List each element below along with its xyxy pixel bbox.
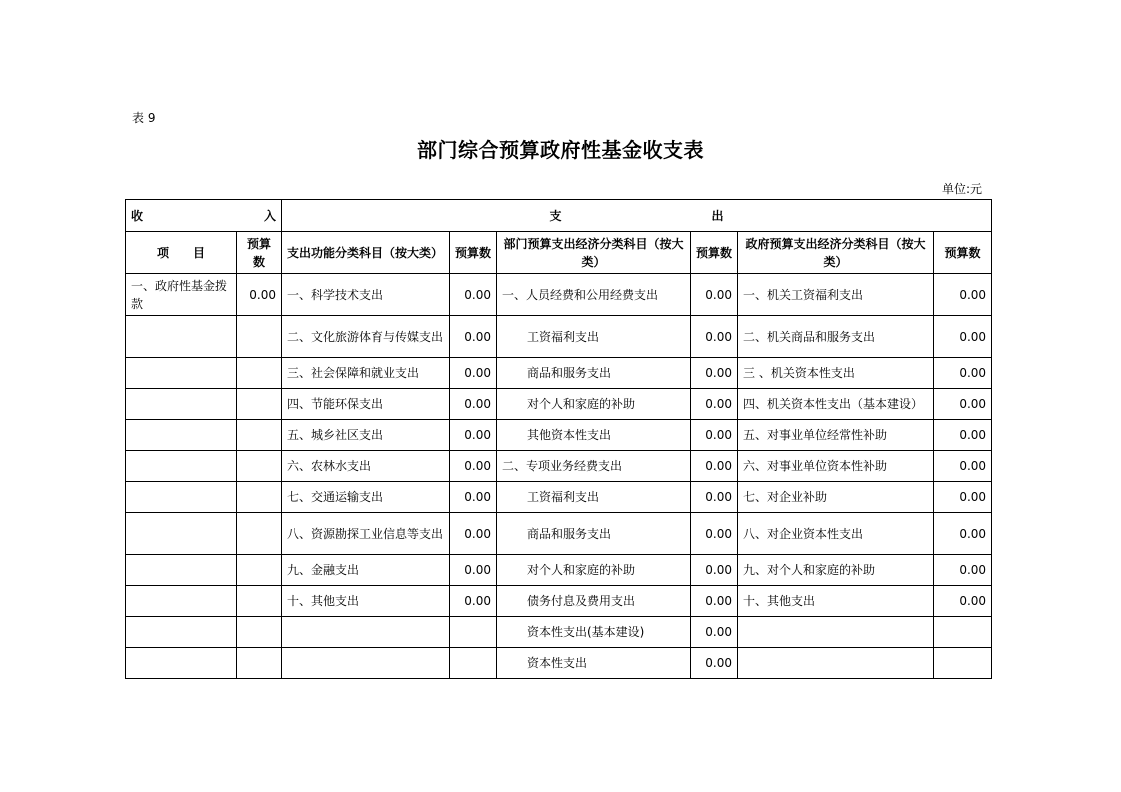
- dept-amount-cell: 0.00: [691, 274, 738, 316]
- func-class-cell: 六、农林水支出: [282, 451, 450, 482]
- func-amount-cell: [450, 617, 497, 648]
- gov-amount-cell: [934, 648, 992, 679]
- table-row: [126, 451, 992, 482]
- header-budget-gov: 预算数: [934, 232, 992, 274]
- gov-amount-cell: 0.00: [934, 316, 992, 358]
- dept-econ-cell: 工资福利支出: [497, 316, 691, 358]
- income-item-cell: [126, 420, 237, 451]
- dept-econ-cell: 资本性支出: [497, 648, 691, 679]
- func-amount-cell: 0.00: [450, 316, 497, 358]
- table-row: [126, 420, 992, 451]
- dept-econ-cell: 对个人和家庭的补助: [497, 389, 691, 420]
- gov-econ-cell: 九、对个人和家庭的补助: [738, 555, 934, 586]
- gov-econ-cell: 二、机关商品和服务支出: [738, 316, 934, 358]
- func-amount-cell: 0.00: [450, 586, 497, 617]
- income-item-cell: [126, 513, 237, 555]
- income-item-cell: [126, 358, 237, 389]
- dept-econ-cell: 二、专项业务经费支出: [497, 451, 691, 482]
- income-item-cell: [126, 586, 237, 617]
- dept-econ-cell: 资本性支出(基本建设): [497, 617, 691, 648]
- func-class-cell: 四、节能环保支出: [282, 389, 450, 420]
- gov-amount-cell: 0.00: [934, 513, 992, 555]
- unit-label: 单位:元: [941, 182, 982, 196]
- gov-amount-cell: 0.00: [934, 482, 992, 513]
- func-class-cell: 九、金融支出: [282, 555, 450, 586]
- income-item-cell: [126, 451, 237, 482]
- income-amount-cell: [237, 617, 282, 648]
- func-class-cell: 三、社会保障和就业支出: [282, 358, 450, 389]
- func-class-cell: [282, 648, 450, 679]
- func-amount-cell: 0.00: [450, 389, 497, 420]
- income-amount-cell: [237, 482, 282, 513]
- dept-amount-cell: 0.00: [691, 389, 738, 420]
- gov-econ-cell: 三 、机关资本性支出: [738, 358, 934, 389]
- income-amount-cell: [237, 451, 282, 482]
- income-item-cell: [126, 389, 237, 420]
- gov-amount-cell: 0.00: [934, 389, 992, 420]
- func-amount-cell: 0.00: [450, 555, 497, 586]
- gov-amount-cell: 0.00: [934, 420, 992, 451]
- func-amount-cell: 0.00: [450, 274, 497, 316]
- header-budget-func: 预算数: [450, 232, 497, 274]
- gov-econ-cell: 十、其他支出: [738, 586, 934, 617]
- table-row: [126, 358, 992, 389]
- dept-econ-cell: 对个人和家庭的补助: [497, 555, 691, 586]
- dept-amount-cell: 0.00: [691, 316, 738, 358]
- gov-econ-cell: [738, 648, 934, 679]
- column-header-row: [126, 232, 992, 274]
- document-title: 部门综合预算政府性基金收支表: [417, 138, 704, 162]
- income-section-header: [126, 200, 282, 232]
- table-row: [126, 648, 992, 679]
- dept-amount-cell: 0.00: [691, 482, 738, 513]
- gov-amount-cell: 0.00: [934, 586, 992, 617]
- income-amount-cell: [237, 648, 282, 679]
- income-amount-cell: [237, 389, 282, 420]
- income-item-cell: [126, 648, 237, 679]
- gov-econ-cell: 四、机关资本性支出（基本建设）: [738, 389, 934, 420]
- table-row: [126, 586, 992, 617]
- income-item-cell: [126, 316, 237, 358]
- income-section-char-b: 入: [263, 208, 276, 223]
- income-amount-cell: [237, 586, 282, 617]
- income-amount-cell: 0.00: [237, 274, 282, 316]
- func-class-cell: 一、科学技术支出: [282, 274, 450, 316]
- section-header-row: [126, 200, 992, 232]
- dept-amount-cell: 0.00: [691, 420, 738, 451]
- dept-econ-cell: 商品和服务支出: [497, 513, 691, 555]
- gov-econ-cell: 五、对事业单位经常性补助: [738, 420, 934, 451]
- header-dept-econ: 部门预算支出经济分类科目（按大类）: [497, 232, 691, 274]
- table-row: [126, 274, 992, 316]
- dept-amount-cell: 0.00: [691, 358, 738, 389]
- func-amount-cell: 0.00: [450, 358, 497, 389]
- header-func-class: 支出功能分类科目（按大类）: [282, 232, 450, 274]
- dept-amount-cell: 0.00: [691, 617, 738, 648]
- func-amount-cell: [450, 648, 497, 679]
- dept-econ-cell: 商品和服务支出: [497, 358, 691, 389]
- table-row: [126, 555, 992, 586]
- dept-econ-cell: 工资福利支出: [497, 482, 691, 513]
- func-amount-cell: 0.00: [450, 420, 497, 451]
- header-gov-econ: 政府预算支出经济分类科目（按大类）: [738, 232, 934, 274]
- dept-amount-cell: 0.00: [691, 513, 738, 555]
- gov-amount-cell: [934, 617, 992, 648]
- table-row: [126, 389, 992, 420]
- gov-econ-cell: 一、机关工资福利支出: [738, 274, 934, 316]
- func-amount-cell: 0.00: [450, 451, 497, 482]
- expense-section-char-a: 支: [549, 208, 562, 223]
- expense-section-header: [282, 200, 992, 232]
- income-item-cell: [126, 482, 237, 513]
- func-class-cell: 五、城乡社区支出: [282, 420, 450, 451]
- gov-amount-cell: 0.00: [934, 358, 992, 389]
- gov-econ-cell: 八、对企业资本性支出: [738, 513, 934, 555]
- table-number: 表 9: [132, 111, 156, 125]
- income-amount-cell: [237, 316, 282, 358]
- income-amount-cell: [237, 555, 282, 586]
- func-amount-cell: 0.00: [450, 482, 497, 513]
- header-budget-income: 预算数: [237, 232, 282, 274]
- table-row: [126, 316, 992, 358]
- header-budget-dept: 预算数: [691, 232, 738, 274]
- func-class-cell: 八、资源勘探工业信息等支出: [282, 513, 450, 555]
- func-amount-cell: 0.00: [450, 513, 497, 555]
- dept-econ-cell: 其他资本性支出: [497, 420, 691, 451]
- income-item-cell: [126, 617, 237, 648]
- gov-econ-cell: [738, 617, 934, 648]
- expense-section-char-b: 出: [711, 208, 724, 223]
- income-item-cell: [126, 555, 237, 586]
- income-item-cell: 一、政府性基金拨款: [126, 274, 237, 316]
- table-row: [126, 617, 992, 648]
- gov-amount-cell: 0.00: [934, 451, 992, 482]
- func-class-cell: [282, 617, 450, 648]
- income-amount-cell: [237, 513, 282, 555]
- income-amount-cell: [237, 358, 282, 389]
- header-item: 项 目: [126, 232, 237, 274]
- income-section-char-a: 收: [131, 208, 144, 223]
- table-row: [126, 513, 992, 555]
- gov-amount-cell: 0.00: [934, 555, 992, 586]
- dept-amount-cell: 0.00: [691, 586, 738, 617]
- gov-amount-cell: 0.00: [934, 274, 992, 316]
- func-class-cell: 十、其他支出: [282, 586, 450, 617]
- func-class-cell: 二、文化旅游体育与传媒支出: [282, 316, 450, 358]
- dept-amount-cell: 0.00: [691, 451, 738, 482]
- dept-amount-cell: 0.00: [691, 648, 738, 679]
- income-amount-cell: [237, 420, 282, 451]
- gov-econ-cell: 七、对企业补助: [738, 482, 934, 513]
- budget-table: [125, 199, 992, 679]
- gov-econ-cell: 六、对事业单位资本性补助: [738, 451, 934, 482]
- table-row: [126, 482, 992, 513]
- func-class-cell: 七、交通运输支出: [282, 482, 450, 513]
- dept-amount-cell: 0.00: [691, 555, 738, 586]
- dept-econ-cell: 一、人员经费和公用经费支出: [497, 274, 691, 316]
- dept-econ-cell: 债务付息及费用支出: [497, 586, 691, 617]
